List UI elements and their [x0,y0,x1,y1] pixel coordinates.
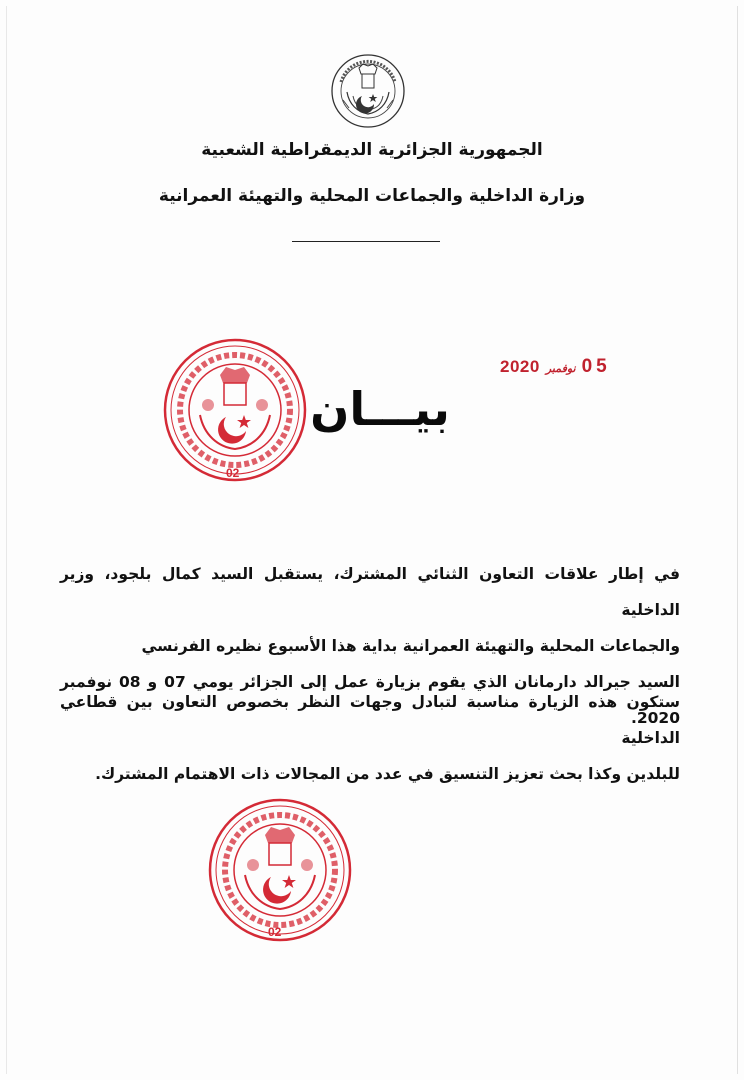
header-divider [292,241,440,242]
page-border [6,6,738,1074]
date-year: 2020 [500,357,540,376]
seal-number: 02 [268,925,282,939]
paragraph-visit-purpose [60,684,680,792]
paragraph-line: ستكون هذه الزيارة مناسبة لتبادل وجهات النظر بخصوص التعاون بين قطاعي الداخلية [60,693,680,747]
statement-date [500,356,610,378]
ministry-seal-icon [205,795,355,945]
date-month: نوفمبر [545,363,576,375]
statement-title: بيـــان [310,382,450,436]
paragraph-line: للبلدين وكذا بحث تعزيز التنسيق في عدد من المجالات ذات الاهتمام المشترك. [95,765,680,783]
paragraph-line: والجماعات المحلية والتهيئة العمرانية بداية هذا الأسبوع نظيره الفرنسي [141,637,680,655]
ministry-seal-icon [160,335,310,485]
national-emblem-icon [329,52,407,130]
paragraph-line: في إطار علاقات التعاون الثنائي المشترك، يستقبل السيد كمال بلجود، وزير الداخلية [60,565,680,619]
ministry-heading: وزارة الداخلية والجماعات المحلية والتهيئة العمرانية [158,186,586,206]
seal-number: 02 [226,466,240,480]
date-day: 05 [581,356,611,377]
republic-heading: الجمهورية الجزائرية الديمقراطية الشعبية [201,140,543,160]
paragraph-line: السيد جيرالد دارمانان الذي يقوم بزيارة عمل إلى الجزائر يومي 07 و 08 نوفمبر 2020. [60,673,680,727]
